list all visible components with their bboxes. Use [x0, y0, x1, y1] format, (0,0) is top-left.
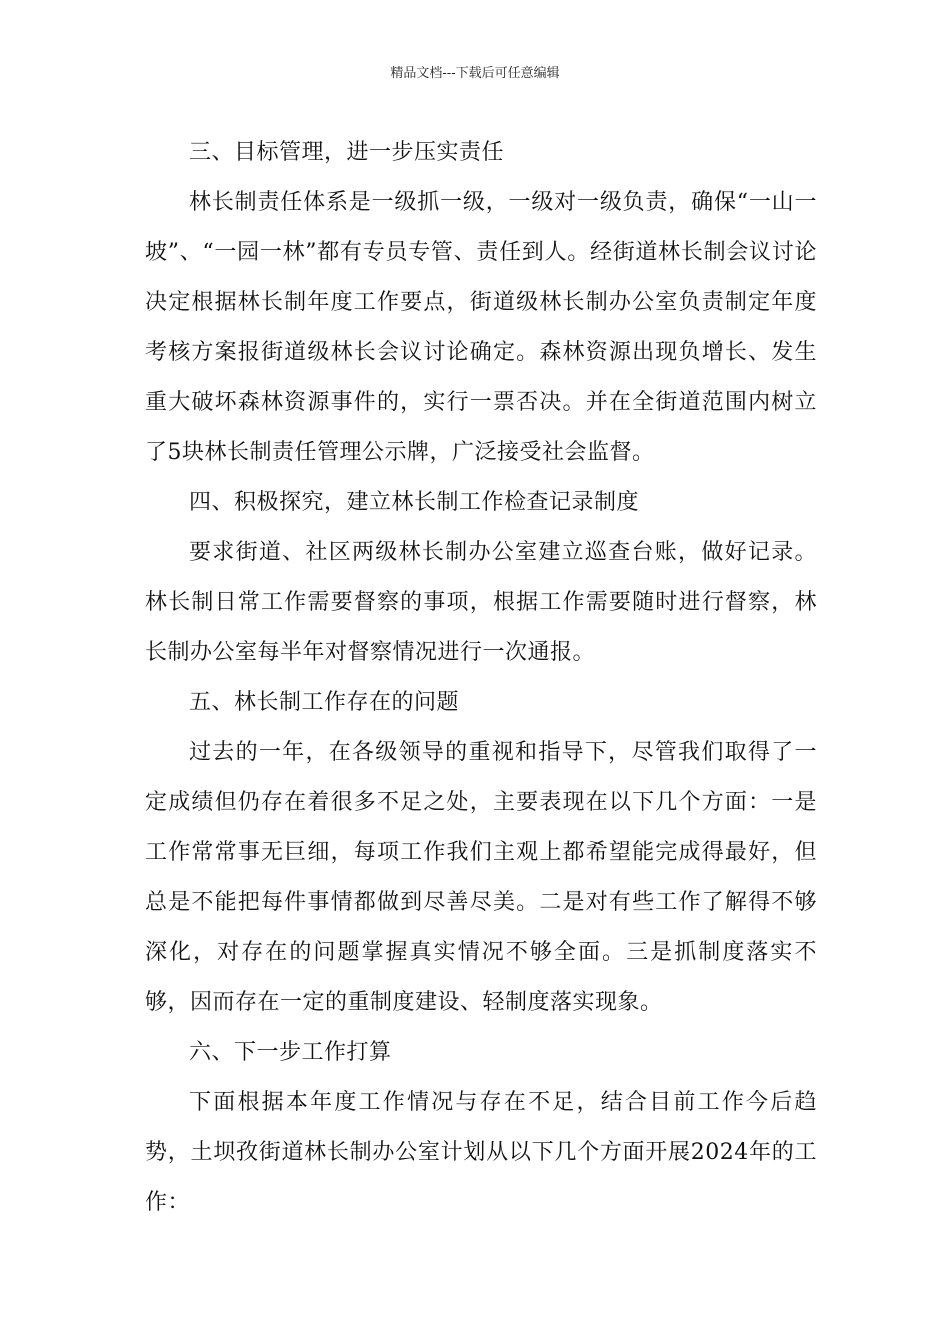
- section-heading-3: 三、目标管理，进一步压实责任: [189, 140, 505, 165]
- page-header: 精品文档---下载后可任意编辑: [390, 66, 560, 81]
- section-heading-4: 四、积极探究，建立林长制工作检查记录制度: [189, 490, 640, 515]
- section-paragraph: 过去的一年，在各级领导的重视和指导下，尽管我们取得了一定成绩但仍存在着很多不足之处，主要表现在以下几个方面：一是工作常常事无巨细，每项工作我们主观上都希望能完成得最好，但总是不能把每件事情都做到尽善尽美。二是对有些工作了解得不够深化，对存在的问题掌握真实情况不够全面。三是抓制度落实不够，因而存在一定的重制度建设、轻制度落实现象。: [145, 740, 817, 1015]
- section-paragraph: 下面根据本年度工作情况与存在不足，结合目前工作今后趋势，土坝孜街道林长制办公室计划从以下几个方面开展2024年的工作：: [145, 1090, 817, 1215]
- section-paragraph: 林长制责任体系是一级抓一级，一级对一级负责，确保“一山一坡”、“一园一林”都有专员专管、责任到人。经街道林长制会议讨论决定根据林长制年度工作要点，街道级林长制办公室负责制定年度考核方案报街道级林长会议讨论确定。森林资源出现负增长、发生重大破坏森林资源事件的，实行一票否决。并在全街道范围内树立了5块林长制责任管理公示牌，广泛接受社会监督。: [145, 190, 817, 465]
- document-body: [145, 128, 817, 1228]
- section-paragraph: 要求街道、社区两级林长制办公室建立巡查台账，做好记录。林长制日常工作需要督察的事项，根据工作需要随时进行督察，林长制办公室每半年对督察情况进行一次通报。: [145, 540, 817, 665]
- section-heading-6: 六、下一步工作打算: [189, 1040, 392, 1065]
- section-heading-5: 五、林长制工作存在的问题: [189, 690, 460, 715]
